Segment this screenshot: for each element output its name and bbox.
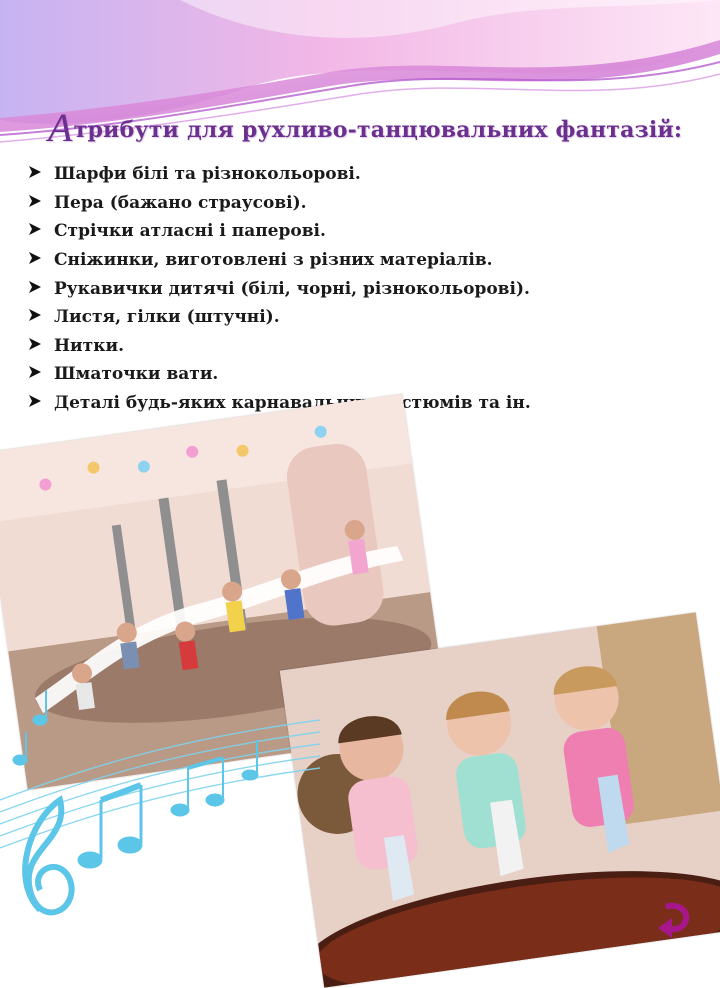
- arrowhead-bullet-icon: [28, 307, 54, 327]
- attributes-list: [28, 160, 531, 417]
- list-item: [28, 360, 531, 389]
- title-rest: трибути для рухливо-танцювальних фантазій:: [73, 117, 683, 143]
- arrowhead-bullet-icon: [28, 250, 54, 270]
- arrowhead-bullet-icon: [28, 164, 54, 184]
- arrowhead-bullet-icon: [28, 221, 54, 241]
- list-item: [28, 189, 531, 218]
- list-item: [28, 217, 531, 246]
- arrowhead-bullet-icon: [28, 336, 54, 356]
- list-item-text: Шарфи білі та різнокольорові.: [54, 164, 361, 185]
- list-item-text: Шматочки вати.: [54, 364, 219, 385]
- music-notes-icon: [0, 680, 320, 960]
- back-button[interactable]: [654, 898, 694, 942]
- back-arrow-icon: [654, 898, 694, 942]
- list-item: [28, 303, 531, 332]
- arrowhead-bullet-icon: [28, 364, 54, 384]
- list-item-text: Нитки.: [54, 335, 125, 356]
- list-item: [28, 246, 531, 275]
- arrowhead-bullet-icon: [28, 393, 54, 413]
- list-item-text: Сніжинки, виготовлені з різних матеріалів.: [54, 250, 493, 271]
- page-title: [48, 104, 708, 151]
- list-item-text: Деталі будь-яких карнавальних костюмів та ін.: [54, 393, 531, 414]
- title-initial: А: [48, 105, 73, 150]
- list-item-text: Пера (бажано страусові).: [54, 192, 307, 213]
- list-item-text: Рукавички дитячі (білі, чорні, різнокольорові).: [54, 278, 530, 299]
- list-item: [28, 274, 531, 303]
- arrowhead-bullet-icon: [28, 193, 54, 213]
- list-item-text: Листя, гілки (штучні).: [54, 307, 280, 328]
- arrowhead-bullet-icon: [28, 279, 54, 299]
- list-item: [28, 332, 531, 361]
- list-item-text: Стрічки атласні і паперові.: [54, 221, 326, 242]
- list-item: [28, 160, 531, 189]
